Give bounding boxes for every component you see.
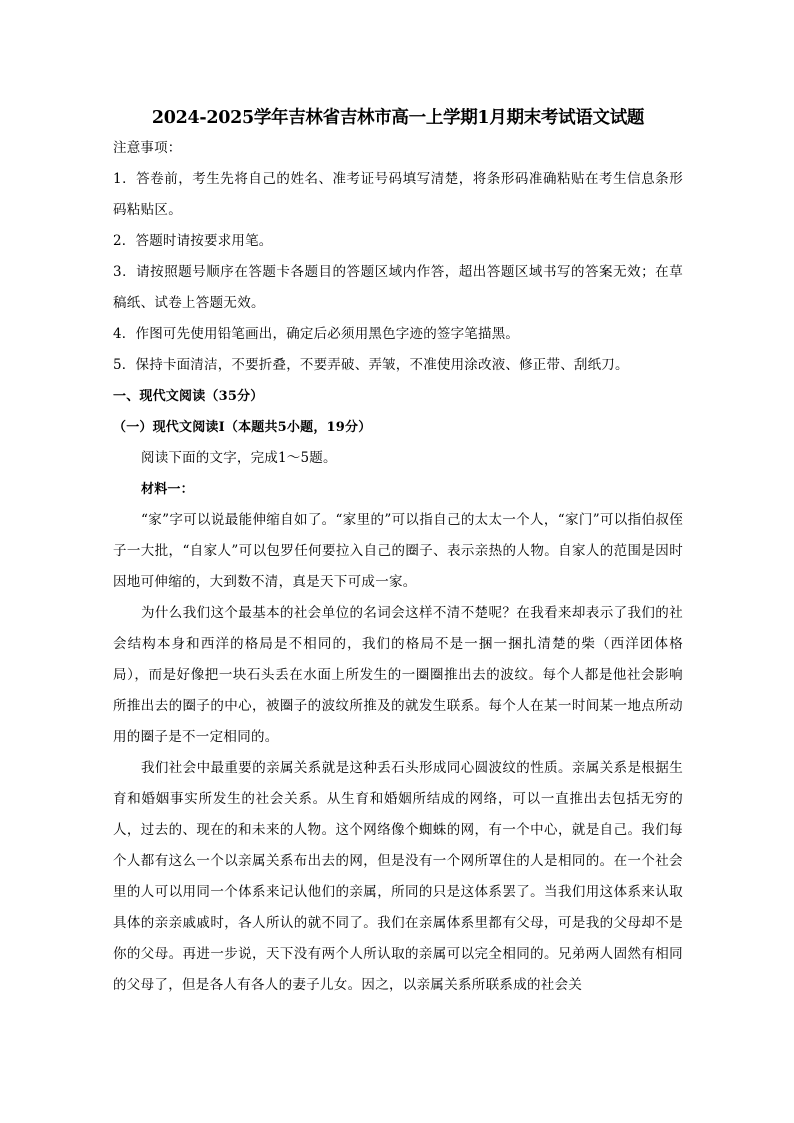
notice-heading: 注意事项： [113, 140, 182, 156]
paragraph-1: “家”字可以说最能伸缩自如了。“家里的”可以指自己的太太一个人，“家门”可以指伯叔侄子一大批，“自家人”可以包罗任何要拉入自己的圈子、表示亲热的人物。自家人的范围是因时因地可伸缩的，大到数不清，真是天下可成一家。 [113, 512, 683, 590]
document-page [113, 100, 683, 1001]
paragraph-3: 我们社会中最重要的亲属关系就是这种丢石头形成同心圆波纹的性质。亲属关系是根据生育和婚姻事实所发生的社会关系。从生育和婚姻所结成的网络，可以一直推出去包括无穷的人，过去的、现在的和未来的人物。这个网络像个蜘蛛的网，有一个中心，就是自己。我们每个人都有这么一个以亲属关系布出去的网，但是没有一个网所罩住的人是相同的。在一个社会里的人可以用同一个体系来记认他们的亲属，所同的只是这体系罢了。当我们用这体系来认取具体的亲亲戚戚时，各人所认的就不同了。我们在亲属体系里都有父母，可是我的父母却不是你的父母。再进一步说，天下没有两个人所认取的亲属可以完全相同的。兄弟两人固然有相同的父母了，但是各人有各人的妻子儿女。因之，以亲属关系所联系成的社会关 [113, 760, 683, 993]
subsection-heading: （一）现代文阅读Ⅰ（本题共5小题，19分） [113, 420, 372, 435]
document-title: 2024-2025学年吉林省吉林市高一上学期1月期末考试语文试题 [151, 108, 645, 128]
section-heading: 一、现代文阅读（35分） [113, 389, 264, 404]
notice-item-4: 4．作图可先使用铅笔画出，确定后必须用黑色字迹的签字笔描黑。 [113, 326, 520, 342]
reading-instruction: 阅读下面的文字，完成1～5题。 [141, 450, 337, 466]
notice-item-3: 3．请按照题号顺序在答题卡各题目的答题区域内作答，超出答题区域书写的答案无效；在草稿纸、试卷上答题无效。 [113, 264, 683, 311]
paragraph-2: 为什么我们这个最基本的社会单位的名词会这样不清不楚呢？在我看来却表示了我们的社会结构本身和西洋的格局是不相同的，我们的格局不是一捆一捆扎清楚的柴（西洋团体格局），而是好像把一块石头丢在水面上所发生的一圈圈推出去的波纹。每个人都是他社会影响所推出去的圈子的中心，被圈子的波纹所推及的就发生联系。每个人在某一时间某一地点所动用的圈子是不一定相同的。 [113, 605, 683, 745]
notice-item-1: 1．答卷前，考生先将自己的姓名、准考证号码填写清楚，将条形码准确粘贴在考生信息条形码粘贴区。 [113, 171, 683, 218]
notice-item-5: 5．保持卡面清洁，不要折叠，不要弄破、弄皱，不准使用涂改液、修正带、刮纸刀。 [113, 357, 629, 373]
material-label: 材料一： [141, 482, 194, 497]
notice-item-2: 2．答题时请按要求用笔。 [113, 233, 273, 249]
